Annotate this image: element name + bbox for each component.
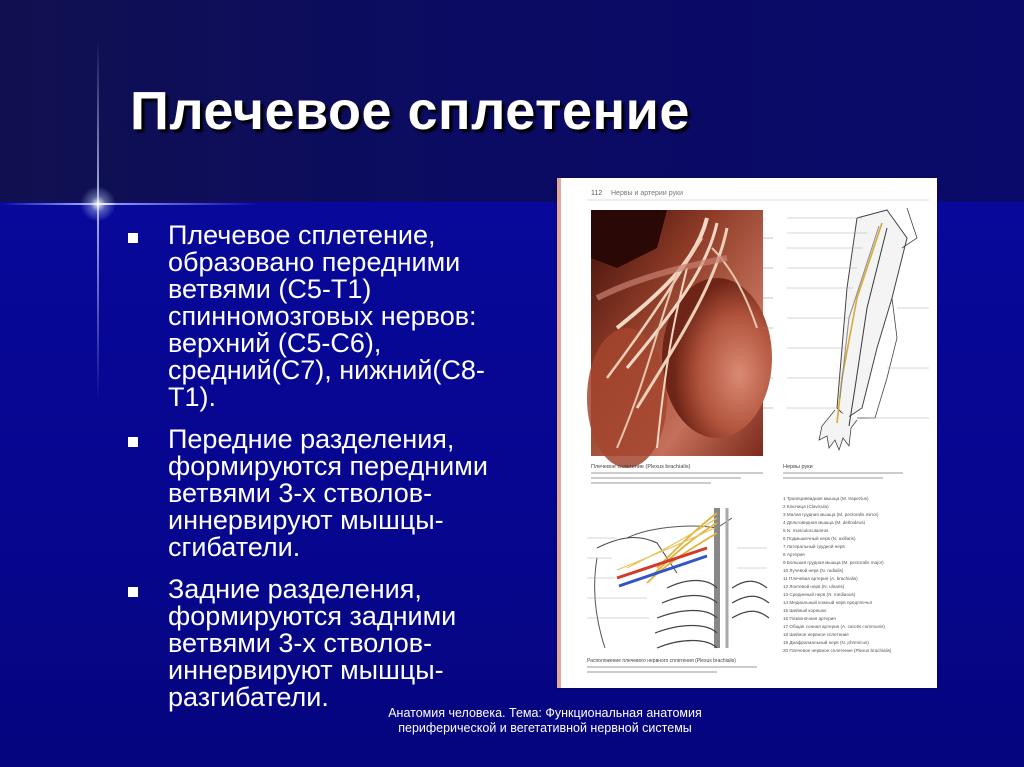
legend-item: 16 Позвоночная артерия (783, 616, 836, 621)
legend-item: 20 Плечевое нервное сплетение (Plexus brachialis) (783, 648, 892, 653)
legend-item: 3 Малая грудная мышца (M. pectoralis minor) (783, 512, 879, 517)
anatomy-figure (557, 178, 937, 688)
legend-item: 14 Медиальный кожный нерв предплечья (783, 600, 872, 605)
bullet-item (128, 426, 528, 561)
figure-page-edge (557, 178, 561, 688)
figure-caption-right: Нервы руки (783, 464, 813, 470)
sparkle-decoration-horizontal (0, 203, 260, 205)
legend-item: 17 Общая сонная артерия (A. carotis communis) (783, 624, 885, 629)
slide-title: Плечевое сплетение (130, 81, 690, 141)
legend-item: 13 Срединный нерв (N. medianus) (783, 592, 856, 597)
bullet-item (128, 222, 528, 411)
thorax-plexus-diagram (595, 508, 769, 648)
arm-nerves-diagram (819, 208, 917, 450)
figure-page-number: 112 (591, 190, 603, 197)
figure-page-header: Нервы и артерии руки (611, 190, 683, 197)
legend-item: 19 Диафрагмальный нерв (N. phrenicus) (783, 640, 869, 645)
anatomy-figure-drawing (557, 178, 937, 688)
legend-item: 15 Шейный корешок (783, 608, 827, 613)
bullet-text: Плечевое сплетение, образовано передними ветвями (С5-Т1) спинномозговых нервов: верхний (С5-С6), средний(С7), нижний(С8- Т1). (168, 220, 485, 412)
bullet-square-icon (128, 233, 138, 243)
legend-item: 11 Плечевая артерия (A. brachialis) (783, 576, 858, 581)
bullet-item (128, 576, 528, 711)
bullet-square-icon (128, 587, 138, 597)
bullet-text: Передние разделения, формируются передними ветвями 3-х стволов- иннервируют мышцы- сгибатели. (168, 424, 488, 562)
legend-item: 2 Ключица (Clavicula) (783, 504, 829, 509)
legend-item: 18 Шейное нервное сплетение (783, 632, 849, 637)
legend-item: 5 N. musculocutaneus (783, 528, 829, 533)
slide-footer: Анатомия человека. Тема: Функциональная анатомия периферической и вегетативной нервной системы (388, 706, 702, 735)
legend-item: 10 Лучевой нерв (N. radialis) (783, 568, 844, 573)
bullet-text: Задние разделения, формируются задними ветвями 3-х стволов- иннервируют мышцы- разгибатели. (168, 574, 457, 712)
figure-legend (783, 496, 892, 653)
bullet-square-icon (128, 437, 138, 447)
sparkle-decoration-glow (80, 186, 116, 222)
legend-item: 8 Артерия (783, 552, 805, 557)
figure-caption-bottom: Расположение плечевого нервного сплетения (Plexus brachialis) (587, 658, 736, 664)
legend-item: 9 Большая грудная мышца (M. pectoralis major) (783, 560, 884, 565)
plexus-dissection-photo (587, 210, 772, 468)
figure-caption-left: Плечевое сплетение (Plexus brachialis) (591, 464, 691, 470)
legend-item: 1 Трапециевидная мышца (M. trapezius) (783, 496, 869, 501)
legend-item: 6 Подмышечный нерв (N. axillaris) (783, 536, 856, 541)
bullet-list (128, 222, 528, 726)
legend-item: 12 Локтевой нерв (N. ulnaris) (783, 584, 845, 589)
legend-item: 7 Латеральный грудной нерв (783, 544, 845, 549)
legend-item: 4 Дельтовидная мышца (M. deltoideus) (783, 520, 866, 525)
